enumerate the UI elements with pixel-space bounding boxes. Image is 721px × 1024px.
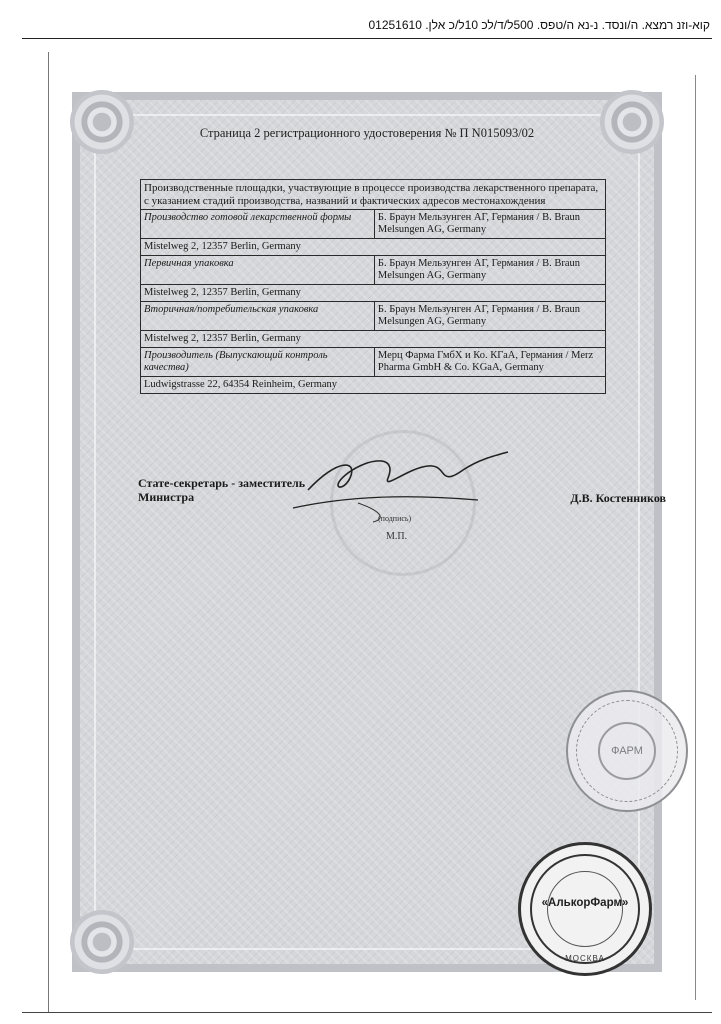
right-margin-line [695, 75, 696, 1000]
company-cell: Мерц Фарма ГмбХ и Ко. КГаА, Германия / Merz Pharma GmbH & Co. KGaA, Germany [374, 348, 605, 377]
table-row [141, 348, 606, 377]
production-sites-table [140, 179, 606, 394]
table-row [141, 239, 606, 256]
corner-rosette-bottom-left [70, 910, 134, 974]
left-margin-line [48, 52, 49, 1012]
fax-header: 012516קוא-וזנ רמצא. ה/ונסד. נ-נא ה/טפס. 500ל/ד/לכ 10ל/כ אלן. 10 [368, 18, 710, 32]
page-title: Страница 2 регистрационного удостоверения № П N015093/02 [199, 126, 535, 140]
stamp-core-text: ФАРМ [598, 722, 656, 780]
table-row [141, 377, 606, 394]
table-row [141, 210, 606, 239]
address-cell: Ludwigstrasse 22, 64354 Reinheim, Germany [141, 377, 606, 394]
stage-cell: Производитель (Выпускающий контроль качества) [141, 348, 375, 377]
company-stamp-faint [566, 690, 688, 812]
table-row [141, 256, 606, 285]
stage-cell: Вторичная/потребительская упаковка [141, 302, 375, 331]
company-cell: Б. Браун Мельзунген АГ, Германия / B. Braun Melsungen AG, Germany [374, 210, 605, 239]
stamp-city: МОСКВА [565, 954, 605, 963]
company-cell: Б. Браун Мельзунген АГ, Германия / B. Braun Melsungen AG, Germany [374, 302, 605, 331]
signatory-name: Д.В. Костенников [570, 491, 666, 505]
signature-block [138, 476, 678, 556]
table-header: Производственные площадки, участвующие в процессе производства лекарственного препарата, с указанием стадий производства, названий и фактических адресов местонахождения [141, 180, 606, 210]
signature-label: (подпись) [378, 514, 412, 523]
table-row [141, 331, 606, 348]
table-header-row [141, 180, 606, 210]
alkorfarm-stamp [518, 842, 652, 976]
fax-header-rule [22, 38, 712, 39]
fax-footer-rule [22, 1012, 712, 1013]
corner-rosette-top-left [70, 90, 134, 154]
stamp-inner-ring [547, 871, 623, 947]
address-cell: Mistelweg 2, 12357 Berlin, Germany [141, 239, 606, 256]
address-cell: Mistelweg 2, 12357 Berlin, Germany [141, 331, 606, 348]
seal-place-label: М.П. [386, 531, 408, 542]
stage-cell: Производство готовой лекарственной формы [141, 210, 375, 239]
company-cell: Б. Браун Мельзунген АГ, Германия / B. Braun Melsungen AG, Germany [374, 256, 605, 285]
signatory-title: Стате-секретарь - заместитель Министра [138, 476, 306, 504]
table-row [141, 302, 606, 331]
stamp-company-name: «АлькорФарм» [541, 897, 629, 909]
stage-cell: Первичная упаковка [141, 256, 375, 285]
table-row [141, 285, 606, 302]
corner-rosette-top-right [600, 90, 664, 154]
address-cell: Mistelweg 2, 12357 Berlin, Germany [141, 285, 606, 302]
